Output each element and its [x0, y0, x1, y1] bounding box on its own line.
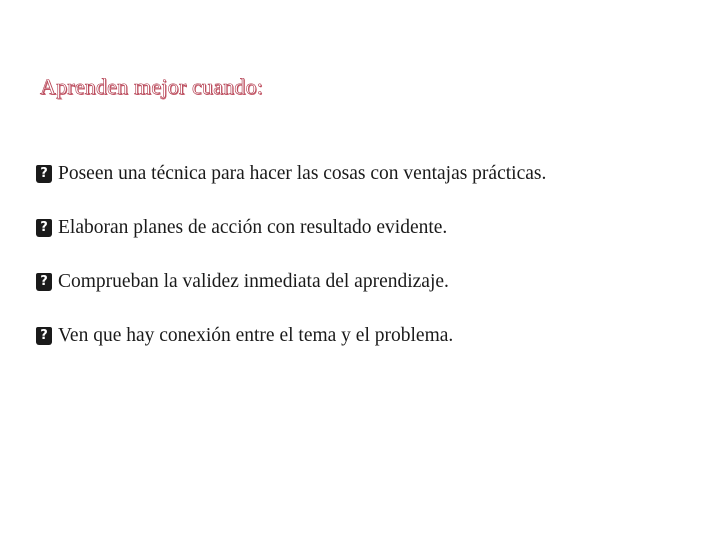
replacement-character-icon: ? [36, 273, 52, 291]
bullet-item [36, 266, 696, 297]
bullet-list [36, 158, 696, 374]
replacement-character-icon: ? [36, 219, 52, 237]
slide-title: Aprenden mejor cuando: [40, 74, 264, 99]
bullet-text: Comprueban la validez inmediata del aprendizaje. [58, 271, 449, 292]
bullet-item [36, 320, 696, 351]
replacement-character-icon: ? [36, 165, 52, 183]
bullet-text: Elaboran planes de acción con resultado evidente. [58, 217, 448, 238]
replacement-character-icon: ? [36, 327, 52, 345]
bullet-item [36, 212, 696, 243]
bullet-text: Poseen una técnica para hacer las cosas con ventajas prácticas. [58, 163, 547, 184]
bullet-text: Ven que hay conexión entre el tema y el problema. [58, 325, 454, 346]
bullet-item [36, 158, 696, 189]
